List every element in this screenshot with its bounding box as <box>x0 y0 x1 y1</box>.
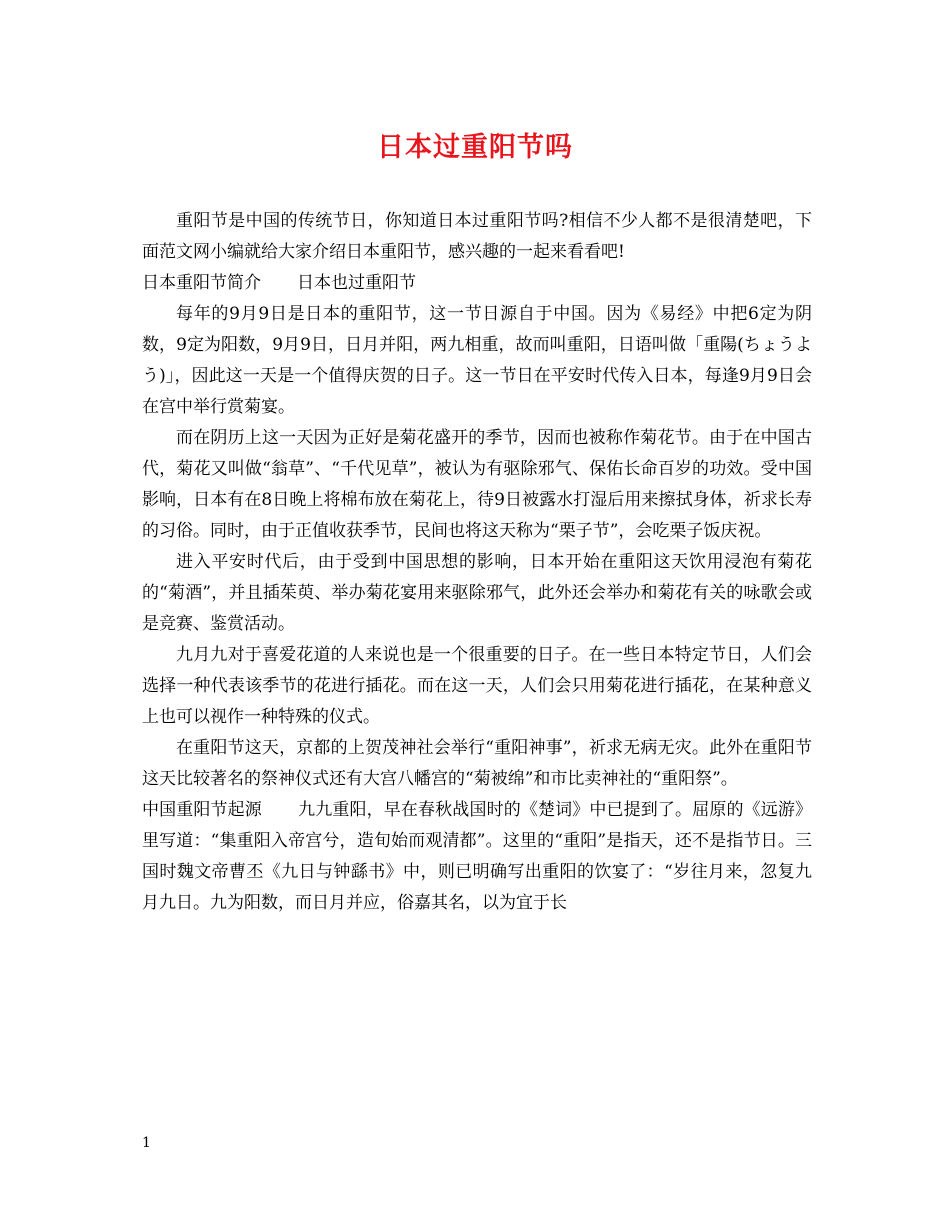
paragraph-4: 九月九对于喜爱花道的人来说也是一个很重要的日子。在一些日本特定节日，人们会选择一种代表该季节的花进行插花。而在这一天，人们会只用菊花进行插花，在某种意义上也可以视作一种特殊的仪式。 <box>142 645 812 727</box>
paragraph-3: 进入平安时代后，由于受到中国思想的影响，日本开始在重阳这天饮用浸泡有菊花的“菊酒”，并且插茱萸、举办菊花宴用来驱除邪气，此外还会举办和菊花有关的咏歌会或是竞赛、鉴赏活动。 <box>142 552 812 634</box>
section-heading-line <box>142 268 812 299</box>
intro-paragraph: 重阳节是中国的传统节日，你知道日本过重阳节吗?相信不少人都不是很清楚吧，下面范文网小编就给大家介绍日本重阳节，感兴趣的一起来看看吧! <box>142 211 812 262</box>
paragraph-2: 而在阴历上这一天因为正好是菊花盛开的季节，因而也被称作菊花节。由于在中国古代，菊花又叫做“翁草”、“千代见草”，被认为有驱除邪气、保佑长命百岁的功效。受中国影响，日本有在8日晚上将棉布放在菊花上，待9日被露水打湿后用来擦拭身体，祈求长寿的习俗。同时，由于正值收获季节，民间也将这天称为“栗子节”，会吃栗子饭庆祝。 <box>142 428 812 541</box>
section-heading: 日本重阳节简介 <box>142 273 261 293</box>
paragraph-5: 在重阳节这天，京都的上贺茂神社会举行“重阳神事”，祈求无病无灾。此外在重阳节这天比较著名的祭神仪式还有大宫八幡宫的“菊被绵”和市比卖神社的“重阳祭”。 <box>142 738 812 789</box>
section-2-line <box>142 795 812 919</box>
paragraph-1: 每年的9月9日是日本的重阳节，这一节日源自于中国。因为《易经》中把6定为阴数，9定为阳数，9月9日，日月并阳，两九相重，故而叫重阳，日语叫做「重陽(ちょうよう)」，因此这一天是一个值得庆贺的日子。这一节日在平安时代传入日本，每逢9月9日会在宫中举行赏菊宴。 <box>142 304 812 417</box>
section-2-heading: 中国重阳节起源 <box>142 800 262 820</box>
document-body <box>142 206 812 919</box>
page-number: 1 <box>142 1135 151 1151</box>
section-subheading: 日本也过重阳节 <box>297 273 416 293</box>
section-2-text: 九九重阳，早在春秋战国时的《楚词》中已提到了。屈原的《远游》里写道：“集重阳入帝宫兮，造旬始而观清都”。这里的“重阳”是指天，还不是指节日。三国时魏文帝曹丕《九日与钟繇书》中，则已明确写出重阳的饮宴了：“岁往月来，忽复九月九日。九为阳数，而日月并应，俗嘉其名，以为宜于长 <box>142 800 813 913</box>
document-title: 日本过重阳节吗 <box>377 132 573 163</box>
